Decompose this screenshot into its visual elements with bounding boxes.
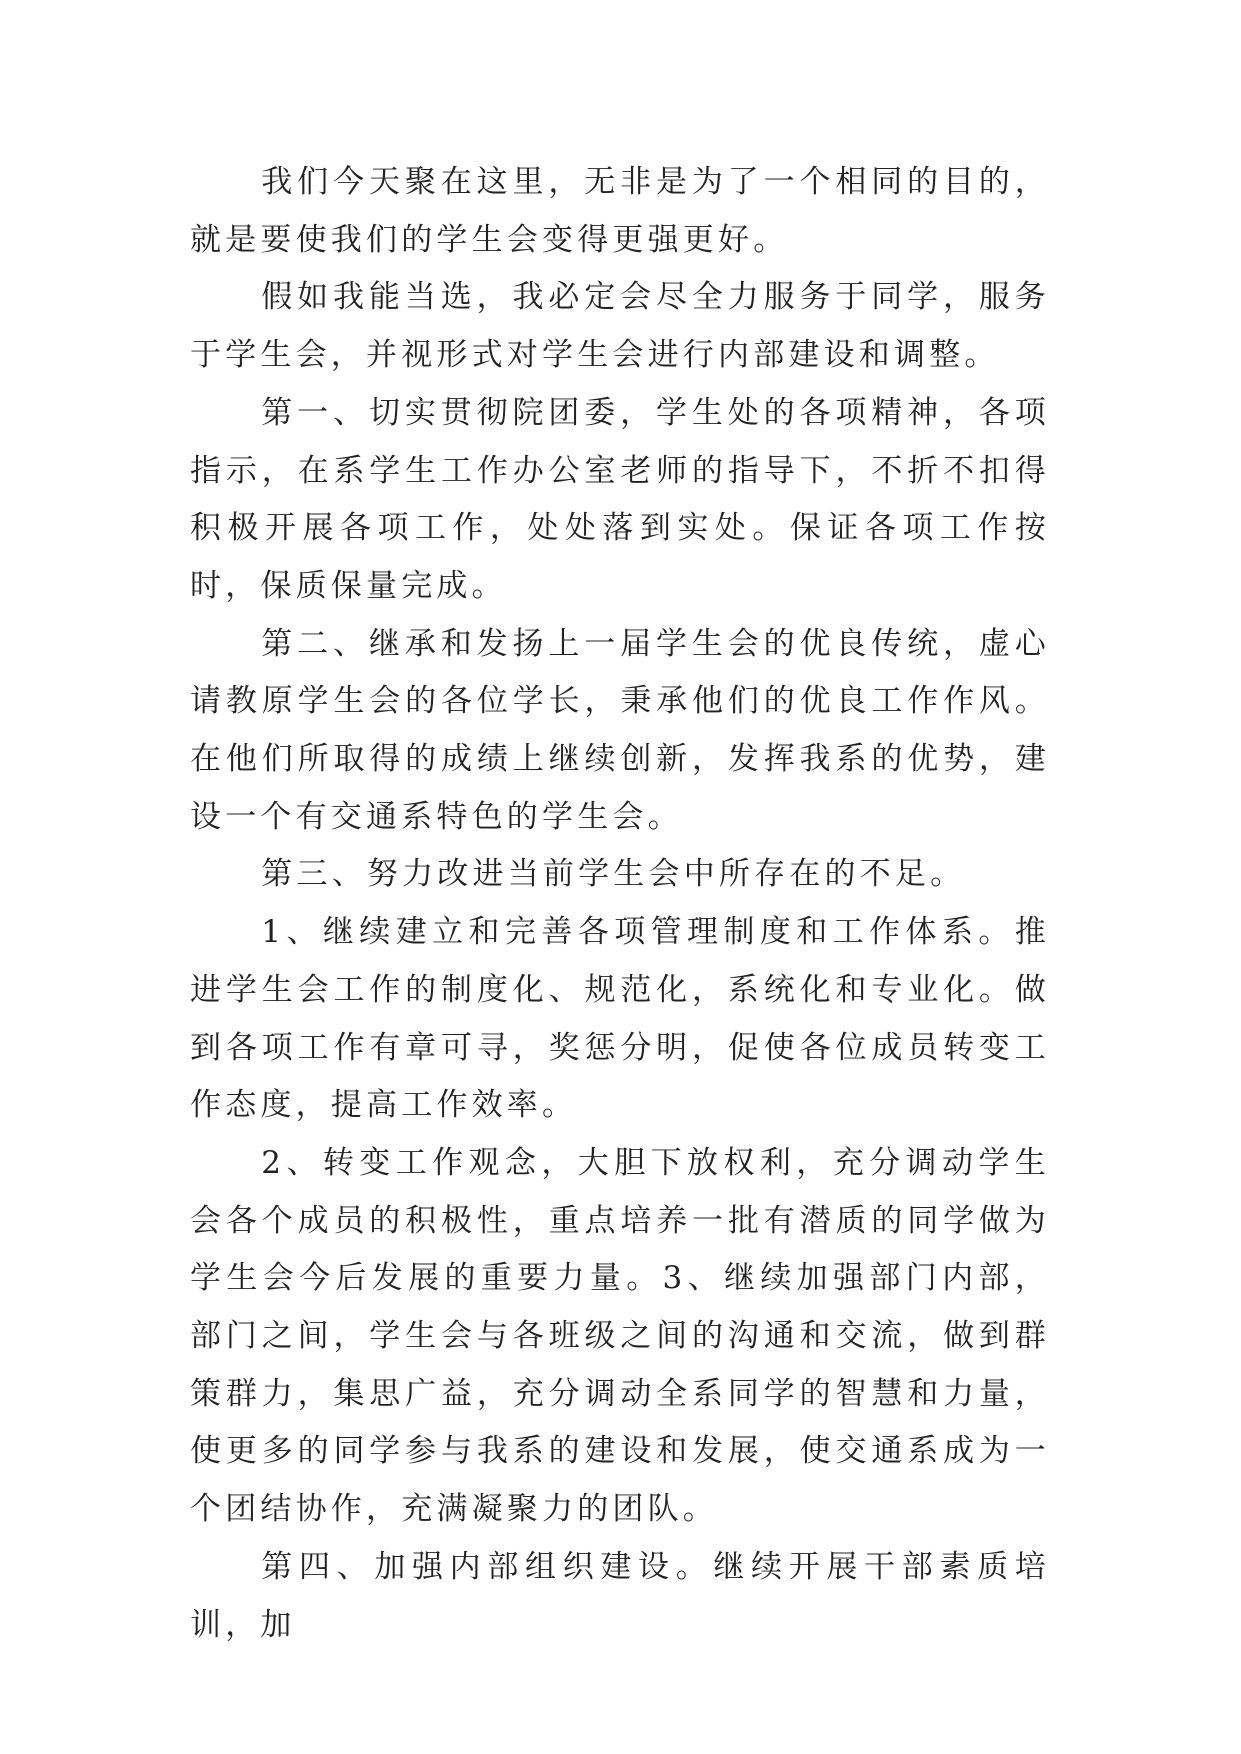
paragraph-3: 第一、切实贯彻院团委，学生处的各项精神，各项指示，在系学生工作办公室老师的指导下，不折不扣得积极开展各项工作，处处落到实处。保证各项工作按时，保质保量完成。 — [190, 394, 1050, 604]
document-body — [190, 154, 1050, 1654]
paragraph-7: 2、转变工作观念，大胆下放权利，充分调动学生会各个成员的积极性，重点培养一批有潜质的同学做为学生会今后发展的重要力量。3、继续加强部门内部，部门之间，学生会与各班级之间的沟通和交流，做到群策群力，集思广益，充分调动全系同学的智慧和力量，使更多的同学参与我系的建设和发展，使交通系成为一个团结协作，充满凝聚力的团队。 — [190, 1144, 1050, 1528]
paragraph-6: 1、继续建立和完善各项管理制度和工作体系。推进学生会工作的制度化、规范化，系统化和专业化。做到各项工作有章可寻，奖惩分明，促使各位成员转变工作态度，提高工作效率。 — [190, 914, 1050, 1124]
paragraph-4: 第二、继承和发扬上一届学生会的优良传统，虚心请教原学生会的各位学长，秉承他们的优良工作作风。在他们所取得的成绩上继续创新，发挥我系的优势，建设一个有交通系特色的学生会。 — [190, 625, 1050, 835]
paragraph-2: 假如我能当选，我必定会尽全力服务于同学，服务于学生会，并视形式对学生会进行内部建设和调整。 — [190, 279, 1050, 374]
paragraph-8: 第四、加强内部组织建设。继续开展干部素质培训，加 — [190, 1548, 1050, 1643]
paragraph-1: 我们今天聚在这里，无非是为了一个相同的目的，就是要使我们的学生会变得更强更好。 — [190, 164, 1050, 258]
paragraph-5: 第三、努力改进当前学生会中所存在的不足。 — [261, 856, 966, 893]
